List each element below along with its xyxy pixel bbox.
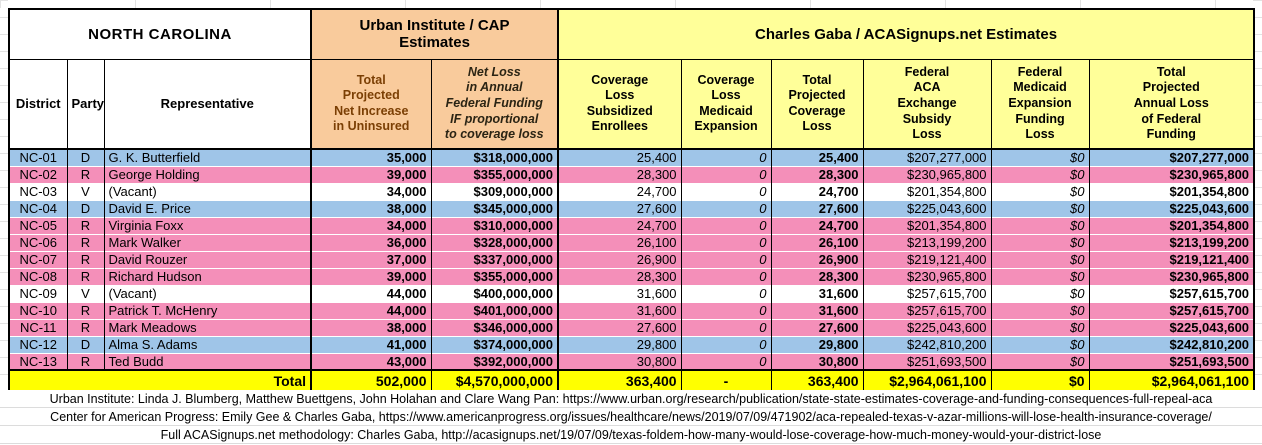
annual-loss-cell[interactable]: $219,121,400 <box>1089 251 1254 268</box>
coverage-total-cell[interactable]: 31,600 <box>771 302 863 319</box>
col-header-federal-subsidy-loss: Federal ACA Exchange Subsidy Loss <box>863 59 991 149</box>
district-row <box>9 319 1254 336</box>
district-row <box>9 353 1254 370</box>
annual-loss-cell[interactable]: $257,615,700 <box>1089 285 1254 302</box>
district-row <box>9 234 1254 251</box>
net-loss-cell[interactable]: $374,000,000 <box>431 336 558 353</box>
federal-medicaid-cell[interactable]: $0 <box>991 166 1089 183</box>
footnote-urban-institute[interactable]: Urban Institute: Linda J. Blumberg, Matthew Buettgens, John Holahan and Clare Wang Pan: https://www.urban.org/research/publication/state-state-estimates-coverage-and-funding-consequences-full-repeal-aca <box>0 390 1262 408</box>
total-coverage-medicaid-cell[interactable]: - <box>681 370 771 391</box>
total-annual-loss-cell[interactable]: $2,964,061,100 <box>1089 370 1254 391</box>
representative-cell[interactable]: David Rouzer <box>104 251 311 268</box>
district-cell[interactable]: NC-11 <box>9 319 67 336</box>
state-title: NORTH CAROLINA <box>9 9 311 59</box>
district-cell[interactable]: NC-02 <box>9 166 67 183</box>
district-row <box>9 251 1254 268</box>
net-loss-cell[interactable]: $355,000,000 <box>431 268 558 285</box>
representative-cell[interactable]: G. K. Butterfield <box>104 149 311 166</box>
total-coverage-total-cell[interactable]: 363,400 <box>771 370 863 391</box>
federal-medicaid-cell[interactable]: $0 <box>991 200 1089 217</box>
party-cell[interactable]: R <box>67 166 104 183</box>
col-header-federal-medicaid-loss: Federal Medicaid Expansion Funding Loss <box>991 59 1089 149</box>
col-header-district: District <box>9 59 67 149</box>
net-loss-cell[interactable]: $401,000,000 <box>431 302 558 319</box>
coverage-medicaid-cell[interactable]: 0 <box>681 149 771 166</box>
coverage-medicaid-cell[interactable]: 0 <box>681 268 771 285</box>
party-cell[interactable]: R <box>67 234 104 251</box>
annual-loss-cell[interactable]: $207,277,000 <box>1089 149 1254 166</box>
total-row <box>9 370 1254 391</box>
coverage-subsidized-cell[interactable]: 26,100 <box>558 234 681 251</box>
federal-subsidy-cell[interactable]: $257,615,700 <box>863 285 991 302</box>
federal-medicaid-cell[interactable]: $0 <box>991 353 1089 370</box>
total-uninsured-cell[interactable]: 502,000 <box>311 370 431 391</box>
net-loss-cell[interactable]: $355,000,000 <box>431 166 558 183</box>
representative-cell[interactable]: Virginia Foxx <box>104 217 311 234</box>
annual-loss-cell[interactable]: $225,043,600 <box>1089 200 1254 217</box>
federal-medicaid-cell[interactable]: $0 <box>991 251 1089 268</box>
coverage-subsidized-cell[interactable]: 26,900 <box>558 251 681 268</box>
net-loss-cell[interactable]: $337,000,000 <box>431 251 558 268</box>
party-cell[interactable]: D <box>67 200 104 217</box>
coverage-total-cell[interactable]: 28,300 <box>771 268 863 285</box>
col-header-party: Party <box>67 59 104 149</box>
federal-medicaid-cell[interactable]: $0 <box>991 234 1089 251</box>
party-cell[interactable]: D <box>67 149 104 166</box>
net-loss-cell[interactable]: $345,000,000 <box>431 200 558 217</box>
net-loss-cell[interactable]: $392,000,000 <box>431 353 558 370</box>
party-cell[interactable]: D <box>67 336 104 353</box>
total-federal-medicaid-cell[interactable]: $0 <box>991 370 1089 391</box>
coverage-subsidized-cell[interactable]: 24,700 <box>558 217 681 234</box>
representative-cell[interactable]: George Holding <box>104 166 311 183</box>
coverage-medicaid-cell[interactable]: 0 <box>681 217 771 234</box>
uninsured-cell[interactable]: 35,000 <box>311 149 431 166</box>
coverage-subsidized-cell[interactable]: 24,700 <box>558 183 681 200</box>
district-cell[interactable]: NC-05 <box>9 217 67 234</box>
coverage-medicaid-cell[interactable]: 0 <box>681 285 771 302</box>
column-header-row <box>9 59 1254 149</box>
representative-cell[interactable]: Mark Walker <box>104 234 311 251</box>
coverage-total-cell[interactable]: 24,700 <box>771 217 863 234</box>
district-cell[interactable]: NC-06 <box>9 234 67 251</box>
uninsured-cell[interactable]: 36,000 <box>311 234 431 251</box>
annual-loss-cell[interactable]: $225,043,600 <box>1089 319 1254 336</box>
net-loss-cell[interactable]: $310,000,000 <box>431 217 558 234</box>
federal-subsidy-cell[interactable]: $225,043,600 <box>863 200 991 217</box>
coverage-total-cell[interactable]: 27,600 <box>771 200 863 217</box>
coverage-medicaid-cell[interactable]: 0 <box>681 353 771 370</box>
coverage-medicaid-cell[interactable]: 0 <box>681 336 771 353</box>
net-loss-cell[interactable]: $318,000,000 <box>431 149 558 166</box>
district-row <box>9 217 1254 234</box>
coverage-medicaid-cell[interactable]: 0 <box>681 319 771 336</box>
federal-subsidy-cell[interactable]: $219,121,400 <box>863 251 991 268</box>
footnotes <box>0 390 1262 444</box>
table-body <box>9 149 1254 370</box>
district-row <box>9 200 1254 217</box>
coverage-medicaid-cell[interactable]: 0 <box>681 251 771 268</box>
federal-subsidy-cell[interactable]: $251,693,500 <box>863 353 991 370</box>
uninsured-cell[interactable]: 34,000 <box>311 183 431 200</box>
party-cell[interactable]: R <box>67 319 104 336</box>
coverage-medicaid-cell[interactable]: 0 <box>681 200 771 217</box>
footnote-cap[interactable]: Center for American Progress: Emily Gee & Charles Gaba, https://www.americanprogress.org/issues/healthcare/news/2019/07/09/471902/aca-repealed-texas-v-azar-millions-will-lose-health-insurance-coverage/ <box>0 408 1262 426</box>
coverage-total-cell[interactable]: 27,600 <box>771 319 863 336</box>
federal-subsidy-cell[interactable]: $213,199,200 <box>863 234 991 251</box>
coverage-total-cell[interactable]: 29,800 <box>771 336 863 353</box>
net-loss-cell[interactable]: $309,000,000 <box>431 183 558 200</box>
annual-loss-cell[interactable]: $201,354,800 <box>1089 217 1254 234</box>
gaba-section-header: Charles Gaba / ACASignups.net Estimates <box>558 9 1254 59</box>
coverage-subsidized-cell[interactable]: 25,400 <box>558 149 681 166</box>
col-header-net-loss: Net Loss in Annual Federal Funding IF proportional to coverage loss <box>431 59 558 149</box>
annual-loss-cell[interactable]: $213,199,200 <box>1089 234 1254 251</box>
col-header-uninsured: Total Projected Net Increase in Uninsured <box>311 59 431 149</box>
annual-loss-cell[interactable]: $230,965,800 <box>1089 166 1254 183</box>
annual-loss-cell[interactable]: $230,965,800 <box>1089 268 1254 285</box>
district-impact-table <box>8 8 1255 392</box>
representative-cell[interactable]: Mark Meadows <box>104 319 311 336</box>
coverage-medicaid-cell[interactable]: 0 <box>681 183 771 200</box>
total-label-cell[interactable]: Total <box>9 370 311 391</box>
spreadsheet-gridlines-top <box>0 0 1262 8</box>
federal-medicaid-cell[interactable]: $0 <box>991 319 1089 336</box>
federal-medicaid-cell[interactable]: $0 <box>991 336 1089 353</box>
party-cell[interactable]: V <box>67 183 104 200</box>
district-cell[interactable]: NC-08 <box>9 268 67 285</box>
representative-cell[interactable]: (Vacant) <box>104 285 311 302</box>
uninsured-cell[interactable]: 38,000 <box>311 319 431 336</box>
district-row <box>9 302 1254 319</box>
district-cell[interactable]: NC-01 <box>9 149 67 166</box>
district-cell[interactable]: NC-13 <box>9 353 67 370</box>
footnote-acasignups[interactable]: Full ACASignups.net methodology: Charles Gaba, http://acasignups.net/19/07/09/texas-foldem-how-many-would-lose-coverage-how-much-money-would-your-district-lose <box>0 426 1262 444</box>
district-cell[interactable]: NC-04 <box>9 200 67 217</box>
section-header-row <box>9 9 1254 59</box>
district-cell[interactable]: NC-09 <box>9 285 67 302</box>
total-federal-subsidy-cell[interactable]: $2,964,061,100 <box>863 370 991 391</box>
district-row <box>9 268 1254 285</box>
net-loss-cell[interactable]: $346,000,000 <box>431 319 558 336</box>
party-cell[interactable]: R <box>67 353 104 370</box>
federal-medicaid-cell[interactable]: $0 <box>991 217 1089 234</box>
district-cell[interactable]: NC-07 <box>9 251 67 268</box>
uninsured-cell[interactable]: 39,000 <box>311 268 431 285</box>
coverage-total-cell[interactable]: 24,700 <box>771 183 863 200</box>
federal-medicaid-cell[interactable]: $0 <box>991 268 1089 285</box>
coverage-total-cell[interactable]: 26,900 <box>771 251 863 268</box>
representative-cell[interactable]: Ted Budd <box>104 353 311 370</box>
uninsured-cell[interactable]: 43,000 <box>311 353 431 370</box>
representative-cell[interactable]: Patrick T. McHenry <box>104 302 311 319</box>
party-cell[interactable]: V <box>67 285 104 302</box>
district-cell[interactable]: NC-12 <box>9 336 67 353</box>
coverage-total-cell[interactable]: 31,600 <box>771 285 863 302</box>
col-header-coverage-total: Total Projected Coverage Loss <box>771 59 863 149</box>
federal-medicaid-cell[interactable]: $0 <box>991 302 1089 319</box>
coverage-total-cell[interactable]: 30,800 <box>771 353 863 370</box>
urban-section-header: Urban Institute / CAP Estimates <box>311 9 558 59</box>
coverage-subsidized-cell[interactable]: 28,300 <box>558 166 681 183</box>
federal-subsidy-cell[interactable]: $242,810,200 <box>863 336 991 353</box>
col-header-representative: Representative <box>104 59 311 149</box>
federal-subsidy-cell[interactable]: $230,965,800 <box>863 268 991 285</box>
representative-cell[interactable]: Richard Hudson <box>104 268 311 285</box>
federal-subsidy-cell[interactable]: $201,354,800 <box>863 183 991 200</box>
col-header-annual-loss: Total Projected Annual Loss of Federal Funding <box>1089 59 1254 149</box>
federal-subsidy-cell[interactable]: $201,354,800 <box>863 217 991 234</box>
federal-subsidy-cell[interactable]: $225,043,600 <box>863 319 991 336</box>
coverage-subsidized-cell[interactable]: 29,800 <box>558 336 681 353</box>
annual-loss-cell[interactable]: $242,810,200 <box>1089 336 1254 353</box>
district-row <box>9 166 1254 183</box>
uninsured-cell[interactable]: 34,000 <box>311 217 431 234</box>
representative-cell[interactable]: (Vacant) <box>104 183 311 200</box>
coverage-total-cell[interactable]: 28,300 <box>771 166 863 183</box>
coverage-subsidized-cell[interactable]: 28,300 <box>558 268 681 285</box>
coverage-medicaid-cell[interactable]: 0 <box>681 234 771 251</box>
party-cell[interactable]: R <box>67 268 104 285</box>
uninsured-cell[interactable]: 38,000 <box>311 200 431 217</box>
coverage-subsidized-cell[interactable]: 31,600 <box>558 302 681 319</box>
representative-cell[interactable]: Alma S. Adams <box>104 336 311 353</box>
annual-loss-cell[interactable]: $251,693,500 <box>1089 353 1254 370</box>
uninsured-cell[interactable]: 37,000 <box>311 251 431 268</box>
district-cell[interactable]: NC-03 <box>9 183 67 200</box>
coverage-medicaid-cell[interactable]: 0 <box>681 302 771 319</box>
uninsured-cell[interactable]: 41,000 <box>311 336 431 353</box>
federal-subsidy-cell[interactable]: $257,615,700 <box>863 302 991 319</box>
col-header-coverage-medicaid: Coverage Loss Medicaid Expansion <box>681 59 771 149</box>
annual-loss-cell[interactable]: $257,615,700 <box>1089 302 1254 319</box>
net-loss-cell[interactable]: $328,000,000 <box>431 234 558 251</box>
coverage-subsidized-cell[interactable]: 31,600 <box>558 285 681 302</box>
spreadsheet-gridlines-left <box>0 0 8 390</box>
uninsured-cell[interactable]: 44,000 <box>311 302 431 319</box>
federal-medicaid-cell[interactable]: $0 <box>991 183 1089 200</box>
net-loss-cell[interactable]: $400,000,000 <box>431 285 558 302</box>
coverage-medicaid-cell[interactable]: 0 <box>681 166 771 183</box>
district-cell[interactable]: NC-10 <box>9 302 67 319</box>
party-cell[interactable]: R <box>67 302 104 319</box>
district-row <box>9 285 1254 302</box>
district-row <box>9 149 1254 166</box>
party-cell[interactable]: R <box>67 251 104 268</box>
uninsured-cell[interactable]: 39,000 <box>311 166 431 183</box>
coverage-subsidized-cell[interactable]: 27,600 <box>558 319 681 336</box>
col-header-coverage-subsidized: Coverage Loss Subsidized Enrollees <box>558 59 681 149</box>
total-net-loss-cell[interactable]: $4,570,000,000 <box>431 370 558 391</box>
representative-cell[interactable]: David E. Price <box>104 200 311 217</box>
federal-subsidy-cell[interactable]: $230,965,800 <box>863 166 991 183</box>
federal-medicaid-cell[interactable]: $0 <box>991 285 1089 302</box>
district-row <box>9 336 1254 353</box>
coverage-subsidized-cell[interactable]: 27,600 <box>558 200 681 217</box>
total-coverage-subsidized-cell[interactable]: 363,400 <box>558 370 681 391</box>
coverage-total-cell[interactable]: 25,400 <box>771 149 863 166</box>
party-cell[interactable]: R <box>67 217 104 234</box>
district-row <box>9 183 1254 200</box>
coverage-total-cell[interactable]: 26,100 <box>771 234 863 251</box>
annual-loss-cell[interactable]: $201,354,800 <box>1089 183 1254 200</box>
federal-medicaid-cell[interactable]: $0 <box>991 149 1089 166</box>
federal-subsidy-cell[interactable]: $207,277,000 <box>863 149 991 166</box>
uninsured-cell[interactable]: 44,000 <box>311 285 431 302</box>
coverage-subsidized-cell[interactable]: 30,800 <box>558 353 681 370</box>
